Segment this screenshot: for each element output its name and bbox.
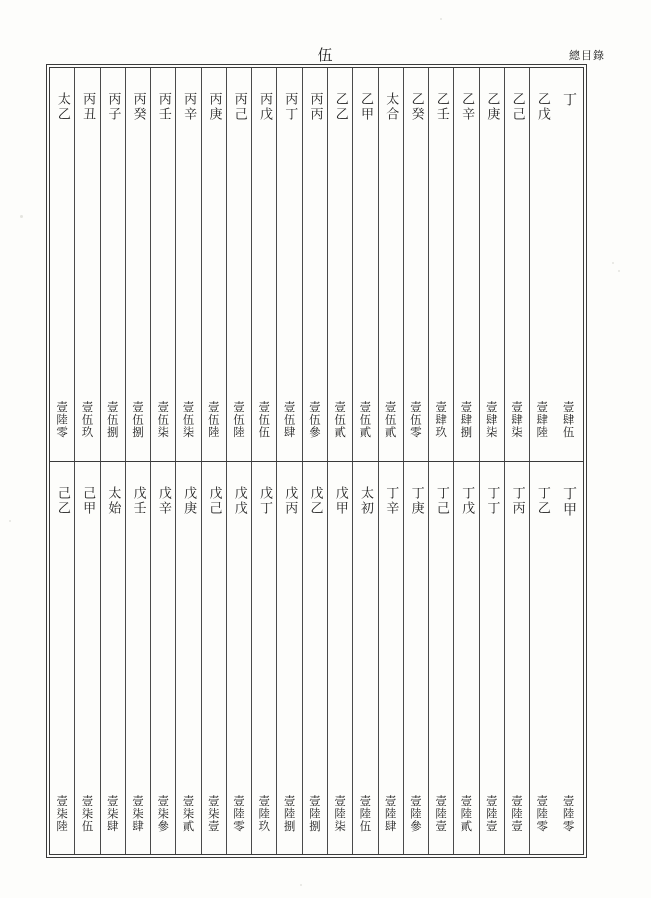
paper-speck [300,884,302,886]
column-label: 丁 [560,92,577,108]
column-label: 戊甲 [332,485,348,516]
column-label: 丙丑 [80,92,96,122]
column-value: 壹伍捌 [105,401,120,439]
column-value: 壹伍柒 [156,401,171,439]
column-value: 壹肆伍 [561,401,576,439]
column-label: 丁己 [433,485,449,516]
column-value: 壹陸壹 [434,794,449,832]
column-label: 乙乙 [332,92,348,122]
table-column [378,462,403,855]
table-column [352,68,377,461]
table-column [504,462,529,855]
column-label: 戊丁 [256,485,272,516]
column-value: 壹伍肆 [282,401,297,439]
column-value: 壹陸伍 [358,794,373,832]
upper-band [50,68,583,461]
column-value: 壹陸零 [232,794,247,832]
table-column [529,68,554,461]
column-value: 壹陸貳 [459,794,474,832]
column-value: 壹伍捌 [130,401,145,439]
column-label: 太初 [358,485,374,516]
column-label: 戊辛 [155,485,171,516]
table-column [100,462,125,855]
table-frame-inner [49,67,584,855]
column-value: 壹肆捌 [459,401,474,439]
column-label: 己乙 [54,485,70,516]
table-column [479,68,504,461]
column-label: 丁甲 [560,485,577,518]
table-column [74,462,99,855]
column-value: 壹肆柒 [484,401,499,439]
paper-speck [440,18,442,20]
table-column [479,462,504,855]
column-value: 壹陸參 [408,794,423,832]
column-value: 壹柒壹 [206,794,221,832]
column-label: 丁乙 [534,485,550,516]
paper-speck [618,270,620,272]
column-label: 丙丙 [307,92,323,122]
table-column [226,462,251,855]
column-label: 太乙 [54,92,70,122]
table-column [125,462,150,855]
column-value: 壹伍零 [408,401,423,439]
column-value: 壹陸壹 [509,794,524,832]
column-label: 戊戊 [231,485,247,516]
table-column [529,462,554,855]
column-label: 太合 [383,92,399,122]
table-column [302,462,327,855]
column-value: 壹陸零 [535,794,550,832]
table-column [74,68,99,461]
column-label: 戊乙 [307,485,323,516]
column-value: 壹柒陸 [55,794,70,832]
column-label: 丙辛 [181,92,197,122]
table-column [50,462,74,855]
table-column [352,462,377,855]
column-label: 丙戊 [256,92,272,122]
paper-speck [612,262,614,264]
column-value: 壹陸玖 [257,794,272,832]
table-column [554,462,583,855]
column-value: 壹伍貳 [383,401,398,439]
table-column [302,68,327,461]
column-label: 乙甲 [358,92,374,122]
column-label: 戊壬 [130,485,146,516]
table-column [276,462,301,855]
table-column [150,462,175,855]
table-column [453,462,478,855]
column-value: 壹伍伍 [257,401,272,439]
table-column [428,68,453,461]
column-label: 丙子 [105,92,121,122]
table-column [327,68,352,461]
table-column [554,68,583,461]
column-label: 己甲 [80,485,96,516]
column-label: 丁丙 [509,485,525,516]
table-column [327,462,352,855]
paper-speck [9,520,11,522]
column-value: 壹伍參 [307,401,322,439]
column-value: 壹肆玖 [434,401,449,439]
column-label: 乙己 [509,92,525,122]
column-value: 壹伍陸 [206,401,221,439]
column-label: 丙庚 [206,92,222,122]
column-label: 丙壬 [155,92,171,122]
table-column [428,462,453,855]
column-value: 壹陸捌 [307,794,322,832]
column-label: 丁辛 [383,485,399,516]
table-column [251,462,276,855]
table-column [201,68,226,461]
column-label: 戊己 [206,485,222,516]
column-value: 壹陸零 [55,401,70,439]
table-column [175,68,200,461]
column-value: 壹伍貳 [333,401,348,439]
table-column [50,68,74,461]
column-label: 乙壬 [433,92,449,122]
paper-speck [20,215,23,218]
table-column [226,68,251,461]
column-label: 戊庚 [181,485,197,516]
column-value: 壹柒貳 [181,794,196,832]
column-label: 乙辛 [459,92,475,122]
column-value: 壹柒伍 [80,794,95,832]
table-column [403,68,428,461]
table-column [125,68,150,461]
table-column [175,462,200,855]
lower-band [50,461,583,855]
column-label: 丙己 [231,92,247,122]
column-value: 壹柒肆 [105,794,120,832]
table-column [403,462,428,855]
page-number: 伍 [317,46,334,64]
column-value: 壹陸壹 [484,794,499,832]
column-value: 壹柒參 [156,794,171,832]
column-label: 乙庚 [484,92,500,122]
column-value: 壹陸零 [561,794,576,832]
column-value: 壹陸肆 [383,794,398,832]
table-column [201,462,226,855]
table-column [453,68,478,461]
table-column [100,68,125,461]
column-value: 壹陸柒 [333,794,348,832]
column-value: 壹肆陸 [535,401,550,439]
table-column [276,68,301,461]
table-column [378,68,403,461]
running-head: 總目錄 [569,49,605,62]
column-label: 乙戊 [534,92,550,122]
page-header [46,44,605,66]
column-value: 壹伍貳 [358,401,373,439]
column-value: 壹柒肆 [130,794,145,832]
table-column [251,68,276,461]
column-label: 乙癸 [408,92,424,122]
column-label: 丙癸 [130,92,146,122]
column-label: 太始 [105,485,121,516]
column-label: 丙丁 [282,92,298,122]
column-label: 丁戊 [459,485,475,516]
table-frame [46,64,587,858]
column-value: 壹伍陸 [232,401,247,439]
column-value: 壹肆柒 [509,401,524,439]
column-label: 丁丁 [484,485,500,516]
column-value: 壹陸捌 [282,794,297,832]
table-column [504,68,529,461]
column-value: 壹伍玖 [80,401,95,439]
table-column [150,68,175,461]
column-label: 戊丙 [282,485,298,516]
column-label: 丁庚 [408,485,424,516]
column-value: 壹伍柒 [181,401,196,439]
